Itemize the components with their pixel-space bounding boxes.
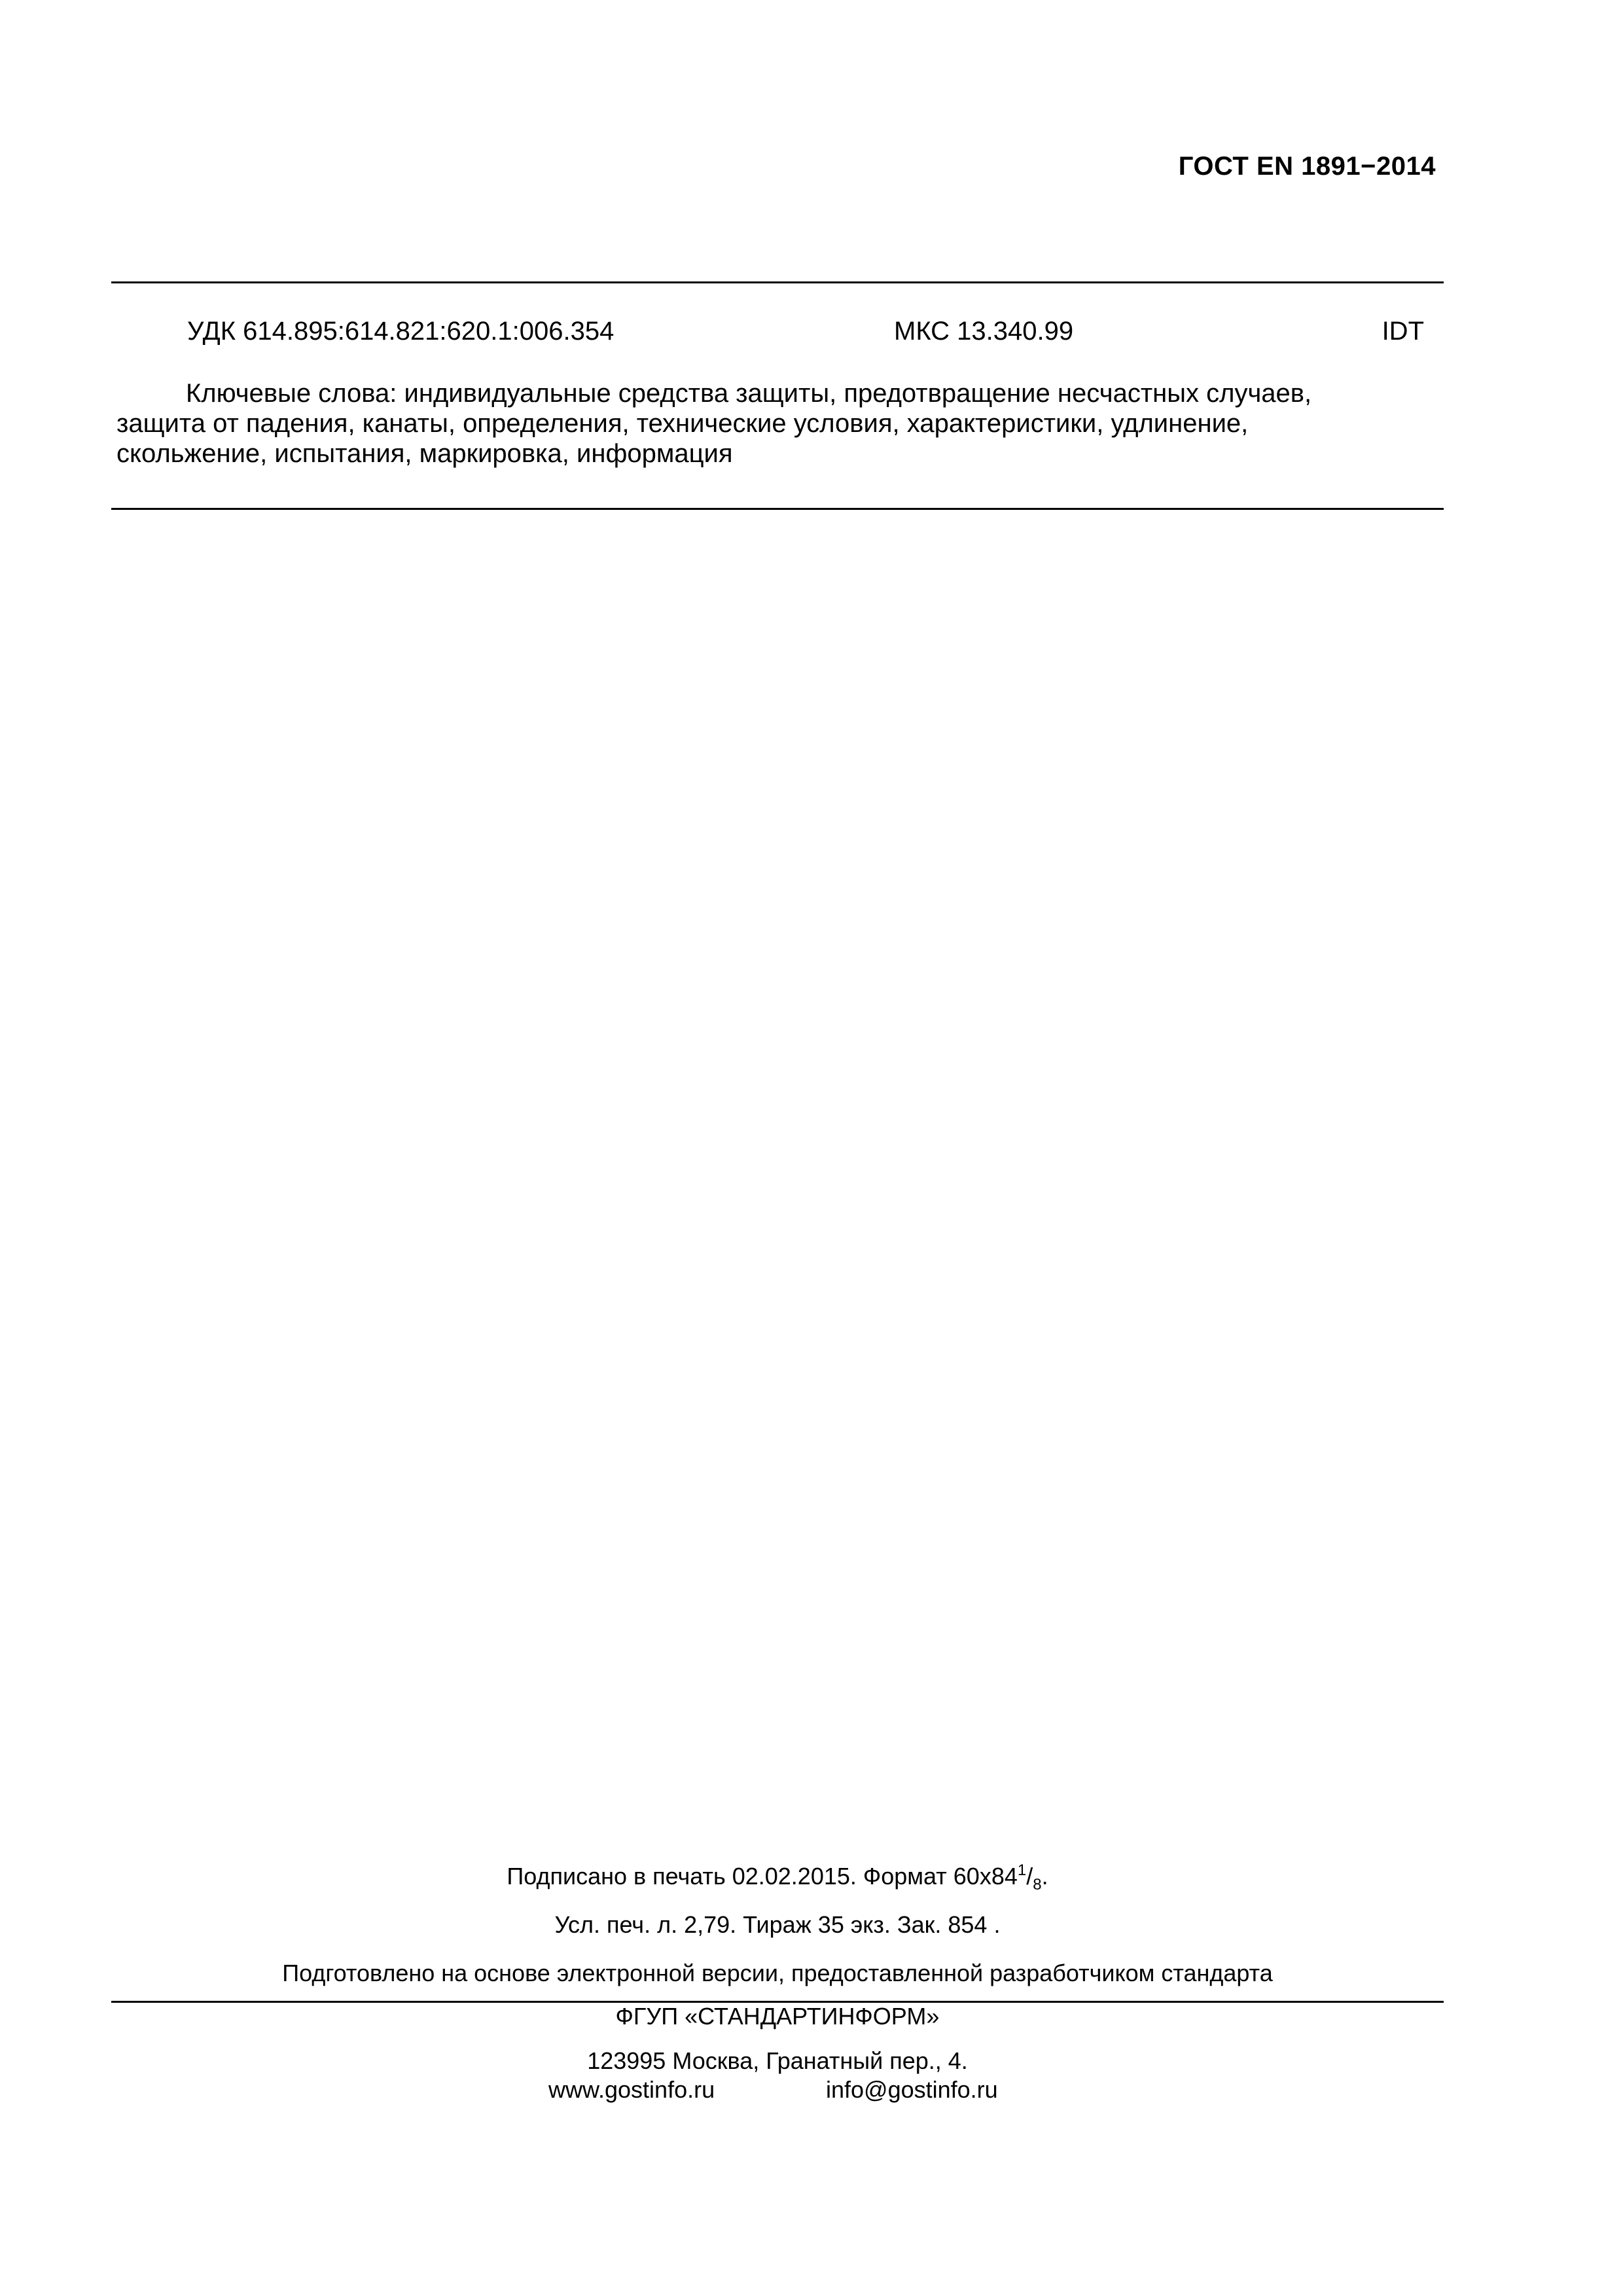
- publisher-address: 123995 Москва, Гранатный пер., 4.: [587, 2047, 968, 2074]
- keywords-line-3: скольжение, испытания, маркировка, информация: [116, 439, 733, 468]
- udk-code: УДК 614.895:614.821:620.1:006.354: [187, 317, 615, 346]
- classification-row: [111, 317, 1444, 350]
- email-link[interactable]: info@gostinfo.ru: [826, 2076, 998, 2103]
- keywords-line-2: защита от падения, канаты, определения, технические условия, характеристики, удлинение,: [116, 409, 1249, 438]
- format-subscript: 8: [1033, 1876, 1042, 1893]
- publisher-name: ФГУП «СТАНДАРТИНФОРМ»: [615, 2003, 940, 2030]
- format-end: .: [1041, 1863, 1048, 1890]
- format-superscript: 1: [1017, 1861, 1027, 1879]
- conformity-degree: IDT: [1382, 317, 1424, 346]
- keywords-line-1: Ключевые слова: индивидуальные средства защиты, предотвращение несчастных случаев,: [186, 379, 1312, 408]
- format-slash: /: [1026, 1863, 1033, 1890]
- standard-code: ГОСТ EN 1891−2014: [1178, 152, 1436, 181]
- keywords-block: [116, 378, 1444, 469]
- mks-code: МКС 13.340.99: [894, 317, 1074, 346]
- top-divider: [111, 281, 1444, 283]
- middle-divider: [111, 508, 1444, 510]
- signed-for-print: [111, 1861, 1444, 1893]
- signed-text: Подписано в печать 02.02.2015. Формат 60х84: [507, 1863, 1018, 1890]
- print-info: Усл. печ. л. 2,79. Тираж 35 экз. Зак. 854 .: [554, 1911, 1001, 1938]
- website-link[interactable]: www.gostinfo.ru: [548, 2076, 715, 2103]
- prepared-note: Подготовлено на основе электронной версии, предоставленной разработчиком стандарта: [282, 1960, 1273, 1986]
